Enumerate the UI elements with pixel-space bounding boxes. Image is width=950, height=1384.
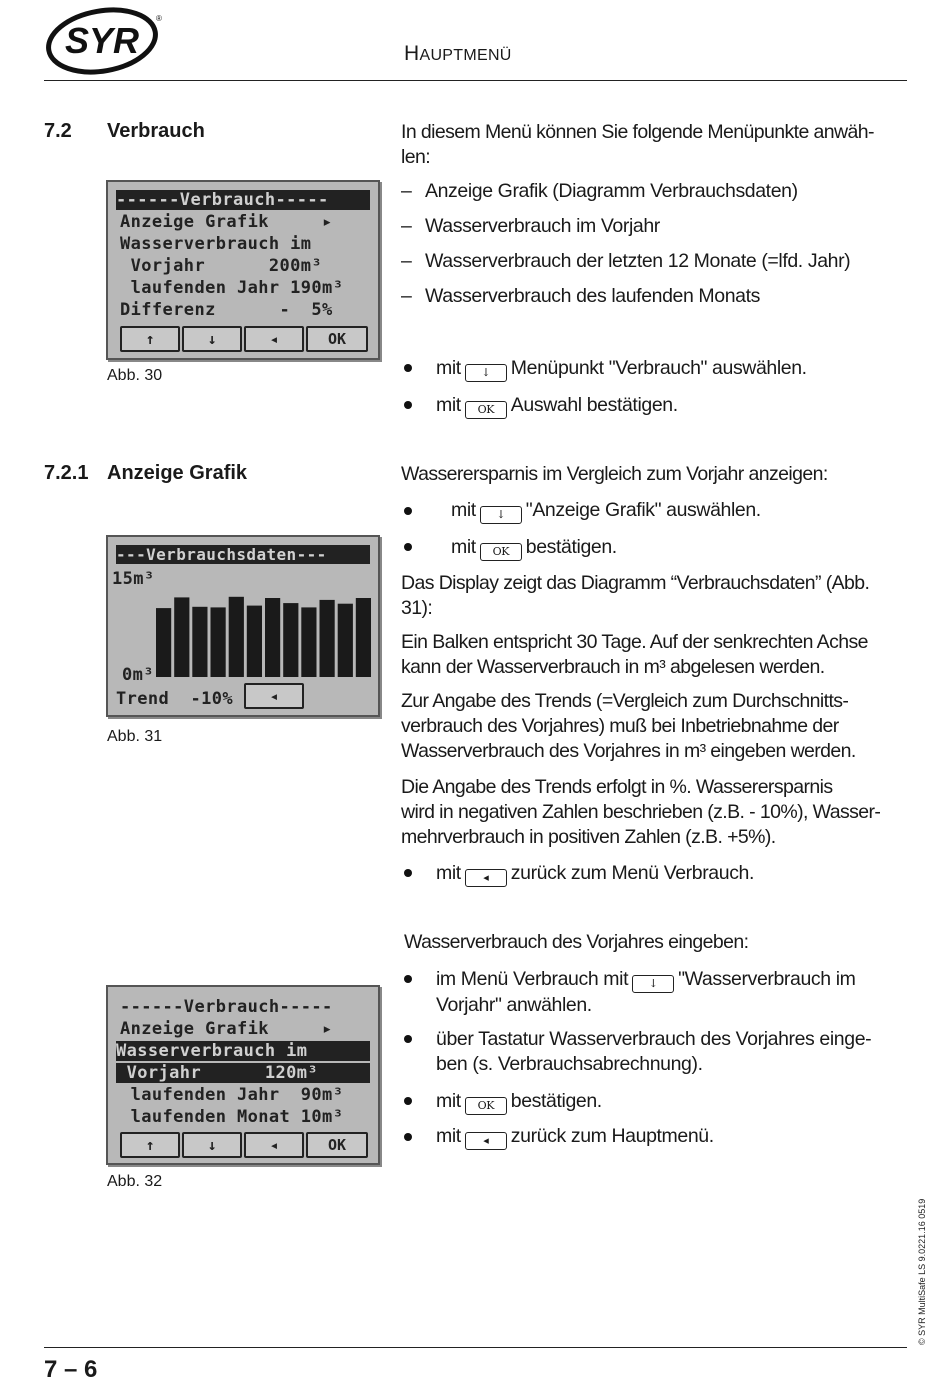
lcd-display-vorjahr [106, 985, 380, 1165]
bullet-dot [404, 1035, 412, 1043]
section-number: 7.2.1 [44, 462, 89, 484]
chart-bar [247, 606, 262, 677]
ok-key-icon: OK [465, 401, 507, 419]
paragraph: Zur Angabe des Trends (=Vergleich zum Durchschnitts- verbrauch des Vorjahres) muß bei Inbetriebnahme der Wasserverbrauch des Vorjahres in m³ eingeben werden. [401, 690, 856, 762]
down-key-icon: ↓ [632, 975, 674, 993]
lcd-line: Wasserverbrauch im [116, 1041, 370, 1061]
intro-paragraph: Wasserersparnis im Vergleich zum Vorjahr anzeigen: [401, 463, 828, 485]
chart-bar [229, 597, 244, 677]
dash-item: – Wasserverbrauch der letzten 12 Monate (=lfd. Jahr) [401, 250, 851, 272]
lcd-line: laufenden Jahr 190m³ [120, 278, 344, 298]
bullet-dot [404, 1097, 412, 1105]
up-key[interactable]: ↑ [120, 326, 180, 352]
figure-caption: Abb. 30 [107, 367, 163, 384]
up-key[interactable]: ↑ [120, 1132, 180, 1158]
dash-item: – Wasserverbrauch im Vorjahr [401, 215, 660, 237]
chart-bar [192, 607, 207, 677]
bullet-dot [404, 543, 412, 551]
lcd-line: Differenz - 5% [120, 300, 333, 320]
intro-paragraph: Wasserverbrauch des Vorjahres eingeben: [404, 931, 749, 953]
paragraph: Das Display zeigt das Diagramm “Verbrauchsdaten” (Abb. 31): [401, 572, 870, 619]
figure-caption: Abb. 32 [107, 1173, 163, 1190]
chart-title: ---Verbrauchsdaten--- [116, 545, 370, 564]
figure-caption: Abb. 31 [107, 728, 163, 745]
bullet-item: mit OK Auswahl bestätigen. [436, 393, 678, 419]
bar-chart [156, 583, 374, 677]
ok-key[interactable]: OK [306, 1132, 368, 1158]
bullet-dot [404, 1133, 412, 1141]
bullet-item: mit ↓ Menüpunkt "Verbrauch" auswählen. [436, 356, 807, 382]
trend-label: Trend -10% [116, 689, 233, 709]
chart-bar [338, 604, 353, 677]
lcd-display-verbrauchsdaten [106, 535, 380, 717]
down-key-icon: ↓ [480, 506, 522, 524]
back-key-icon: ◂ [465, 869, 507, 887]
y-axis-min-label: 0m³ [122, 665, 154, 685]
back-key[interactable]: ◂ [244, 326, 304, 352]
bullet-dot [404, 401, 412, 409]
lcd-line: Wasserverbrauch im [120, 234, 312, 254]
ok-key-icon: OK [465, 1097, 507, 1115]
y-axis-max-label: 15m³ [112, 569, 155, 589]
bullet-item: über Tastatur Wasserverbrauch des Vorjahres einge- ben (s. Verbrauchsabrechnung). [436, 1028, 872, 1075]
page-header-title: HAUPTMENÜ [404, 42, 512, 65]
chart-bar [283, 603, 298, 677]
bullet-item: mit ◂ zurück zum Hauptmenü. [436, 1124, 714, 1150]
syr-logo [44, 7, 162, 75]
lcd-line: Anzeige Grafik ▸ [120, 212, 333, 232]
footer-rule [44, 1347, 907, 1348]
lcd-line: Vorjahr 200m³ [120, 256, 323, 276]
lcd-line: Vorjahr 120m³ [116, 1063, 370, 1083]
dash-item: – Wasserverbrauch des laufenden Monats [401, 285, 760, 307]
bullet-dot [404, 364, 412, 372]
section-title: Anzeige Grafik [107, 462, 248, 484]
chart-bar [301, 607, 316, 677]
chart-bar [156, 608, 171, 677]
chart-bar [356, 598, 371, 677]
lcd-line: ------Verbrauch----- [116, 190, 370, 210]
bullet-item: mit ◂ zurück zum Menü Verbrauch. [436, 861, 754, 887]
down-key[interactable]: ↓ [182, 1132, 242, 1158]
header-rule [44, 80, 907, 81]
lcd-line: Anzeige Grafik ▸ [120, 1019, 333, 1039]
dash-item: – Anzeige Grafik (Diagramm Verbrauchsdaten) [401, 180, 798, 202]
chart-bar [174, 597, 189, 677]
svg-text:®: ® [156, 14, 162, 23]
down-key[interactable]: ↓ [182, 326, 242, 352]
page-number: 7 – 6 [44, 1356, 98, 1383]
chart-bar [265, 598, 280, 677]
bullet-dot [404, 507, 412, 515]
paragraph: Ein Balken entspricht 30 Tage. Auf der senkrechten Achse kann der Wasserverbrauch in m³ abgelesen werden. [401, 631, 868, 678]
section-title: Verbrauch [107, 120, 205, 142]
paragraph: Die Angabe des Trends erfolgt in %. Wasserersparnis wird in negativen Zahlen beschrieben (z.B. - 10%), Wasser- mehrverbrauch in positiven Zahlen (z.B. +5%). [401, 776, 881, 848]
back-key-icon: ◂ [465, 1132, 507, 1150]
back-key[interactable]: ◂ [244, 1132, 304, 1158]
bullet-item: mit ↓ "Anzeige Grafik" auswählen. [451, 498, 761, 524]
bullet-dot [404, 869, 412, 877]
svg-text:SYR: SYR [64, 20, 140, 61]
chart-bar [211, 607, 226, 677]
lcd-display-verbrauch [106, 180, 380, 360]
intro-paragraph: In diesem Menü können Sie folgende Menüpunkte anwäh- len: [401, 121, 874, 168]
bullet-item: mit OK bestätigen. [451, 535, 617, 561]
lcd-line: laufenden Jahr 90m³ [120, 1085, 344, 1105]
bullet-item: mit OK bestätigen. [436, 1089, 602, 1115]
lcd-line: ------Verbrauch----- [120, 997, 333, 1017]
bullet-dot [404, 975, 412, 983]
back-key[interactable]: ◂ [244, 683, 304, 709]
ok-key-icon: OK [480, 543, 522, 561]
down-key-icon: ↓ [465, 364, 507, 382]
section-number: 7.2 [44, 120, 72, 142]
chart-bar [320, 600, 335, 677]
ok-key[interactable]: OK [306, 326, 368, 352]
lcd-line: laufenden Monat 10m³ [120, 1107, 344, 1127]
bullet-item: im Menü Verbrauch mit ↓ "Wasserverbrauch im Vorjahr" anwählen. [436, 968, 856, 1016]
document-reference: © SYR MultiSafe LS 9.0221.16 0519 [917, 1198, 927, 1345]
